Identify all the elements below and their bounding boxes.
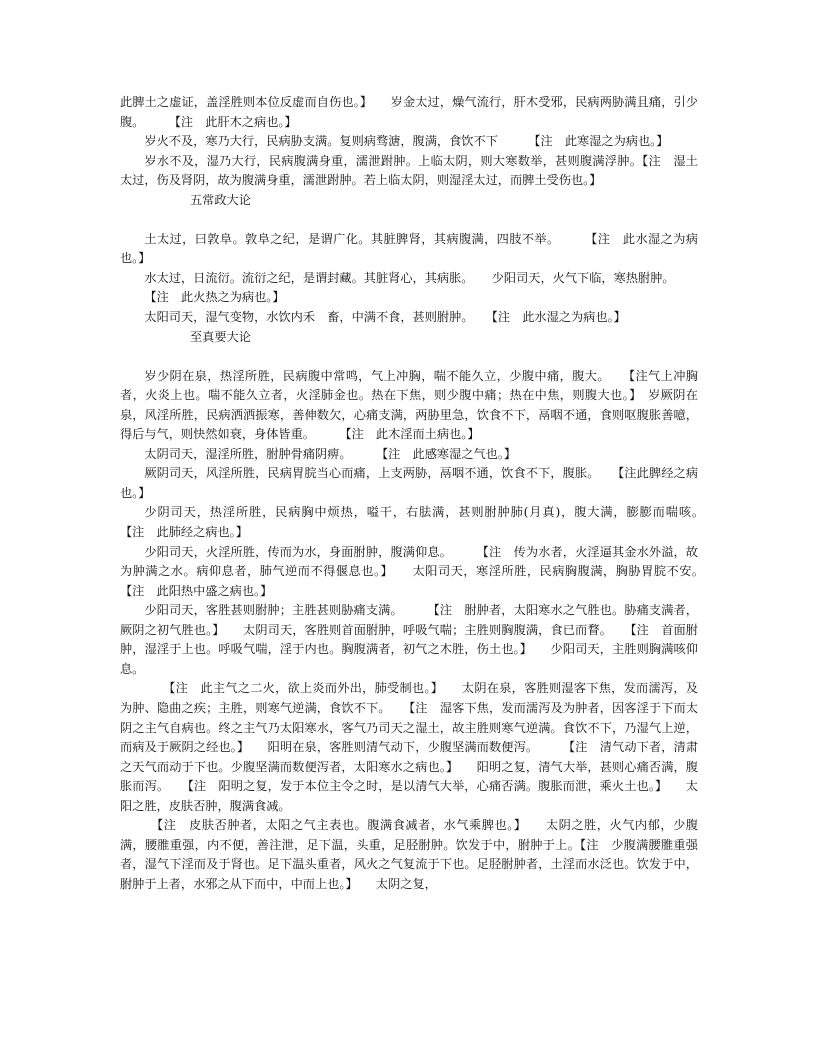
body-paragraph: 水太过，日流衍。流衍之纪，是谓封藏。其脏肾心，其病胀。 少阳司天，火气下临，寒热胕肿。 (144, 270, 675, 285)
section-heading: 五常政大论 (190, 192, 251, 207)
body-paragraph: 少阳司天，火淫所胜，传而为水，身面胕肿，腹满仰息。 【注 传为水者，火淫逼其金水外溢，故为肿满之水。病仰息者，肺气逆而不得偃息也。】 太阳司天，寒淫所胜，民病胸腹满，胸胁胃脘不安。 【注 此阳热中盛之病也。】 (120, 544, 735, 598)
body-paragraph: 少阳司天，客胜甚则胕肿；主胜甚则胁痛支满。 【注 胕肿者，太阳寒水之气胜也。胁痛支满者，厥阴之初气胜也。】 太阴司天，客胜则首面胕肿，呼吸气喘；主胜则胸腹满，食已而瞀。 【注 首面胕肿，湿淫于上也。呼吸气喘，淫于内也。胸腹满者，初气之木胜，伤土也。】 少阳司天，主胜则胸满咳仰息。 (120, 603, 698, 676)
section-heading: 至真要大论 (190, 329, 251, 344)
document-page (120, 93, 735, 894)
body-paragraph: 太阳司天，湿气变物，水饮内禾 畜，中满不食，甚则胕肿。 【注 此水湿之为病也。】 (144, 310, 626, 325)
body-paragraph: 土太过，曰敦阜。敦阜之纪，是谓广化。其脏脾肾，其病腹满，四肢不举。 【注 此水湿之为病也。】 (120, 231, 698, 266)
body-paragraph: 岁火不及，寒乃大行，民病胁支满。复则病骛溏，腹满，食饮不下 【注 此寒湿之为病也。】 (144, 134, 669, 149)
body-paragraph: 【注 此主气之二火，欲上炎而外出，肺受制也。】 太阴在泉，客胜则湿客下焦，发而濡泻，及为肿、隐曲之疾；主胜，则寒气逆满，食饮不下。 【注 湿客下焦，发而濡泻及为肿者，因客淫于下而太阴之主气自病也。终之主气乃太阳寒水，客气乃司天之湿土，故主胜则寒气逆满。食饮不下，乃湿气上逆，而病及于厥阴之经也。】 阳明在泉，客胜则清气动下，少腹坚满而数便泻。 【注 清气动下者，清肃之天气而动于下也。少腹坚满而数便泻者，太阳寒水之病也。】 阳明之复，清气大举，甚则心痛否满，腹胀而泻。 【注 阳明之复，发于本位主令之时，是以清气大举，心痛否满。腹胀而泄，乘火土也。】 太阳之胜，皮肤否肿，腹满食减。 (120, 681, 698, 813)
body-paragraph: 太阴司天，湿淫所胜，胕肿骨痛阴痹。 【注 此感寒湿之气也。】 (144, 446, 517, 461)
body-paragraph: 岁少阴在泉，热淫所胜，民病腹中常鸣，气上冲胸，喘不能久立，少腹中痛，腹大。 【注气上冲胸者，火炎上也。喘不能久立者，火淫肺金也。热在下焦，则少腹中痛；热在中焦，则腹大也。】 岁厥阴在泉，风淫所胜，民病洒洒振寒，善伸数欠，心痛支满，两胁里急，饮食不下，鬲咽不通，食则呕腹胀善噫，得后与气，则快然如衰，身体皆重。 【注 此木淫而土病也。】 (120, 368, 698, 442)
body-paragraph: 厥阴司天，风淫所胜，民病胃脘当心而痛，上支两胁，鬲咽不通，饮食不下，腹胀。 【注此脾经之病也。】 (120, 466, 698, 500)
spacer (120, 347, 698, 367)
body-paragraph: 岁水不及，湿乃大行，民病腹满身重，濡泄跗肿。上临太阴，则大寒数举，甚则腹满浮肿。【注 湿土太过，伤及肾阴，故为腹满身重，濡泄跗肿。若上临太阴，则湿淫太过，而脾土受伤也。】 (120, 153, 698, 188)
body-paragraph: 【注 皮肤否肿者，太阳之气主表也。腹满食减者，水气乘脾也。】 太阴之胜，火气内郁，少腹满，腰脽重强，内不便，善注泄，足下温，头重，足胫胕肿。饮发于中，胕肿于上。【注 少腹满腰脽重强者，湿气下淫而及于肾也。足下温头重者，风火之气复流于下也。足胫胕肿者，土淫而水泛也。饮发于中，胕肿于上者，水邪之从下而中，中而上也。】 太阴之复， (120, 818, 698, 891)
body-paragraph: 【注 此火热之为病也。】 (144, 290, 285, 305)
spacer (120, 210, 698, 230)
body-paragraph: 少阴司天，热淫所胜，民病胸中烦热，嗌干，右胠满，甚则胕肿肺(月真)，腹大满，膨膨而喘咳。 【注 此肺经之病也。】 (120, 505, 723, 540)
body-paragraph: 此脾土之虚证，盖淫胜则本位反虚而自伤也。】 岁金太过，燥气流行，肝木受邪，民病两胁满且痛，引少腹。 【注 此肝木之病也。】 (120, 95, 698, 129)
